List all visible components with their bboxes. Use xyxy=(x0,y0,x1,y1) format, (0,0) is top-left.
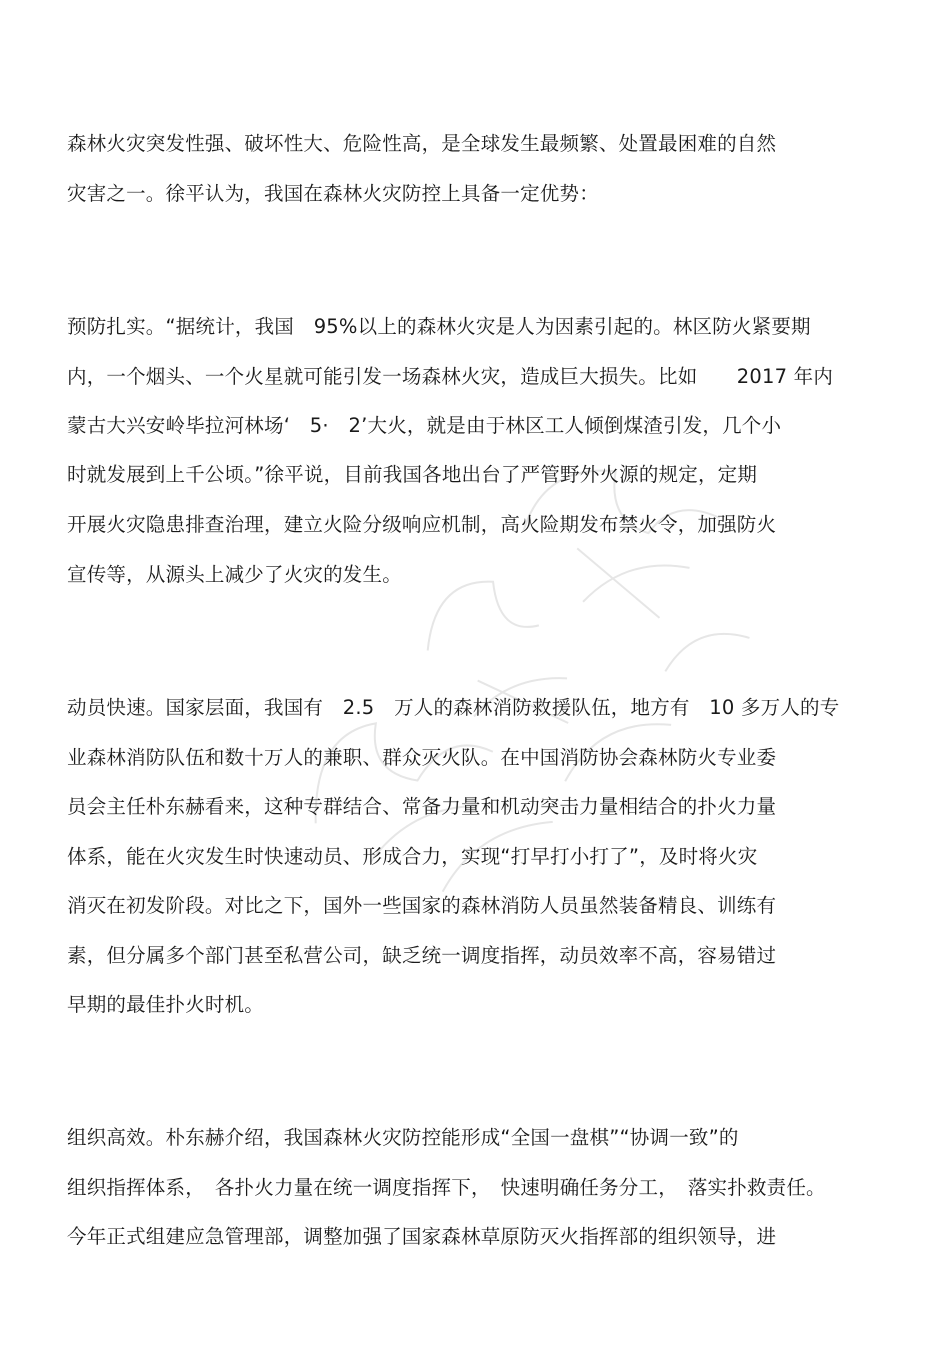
body-text-line: 员会主任朴东赫看来，这种专群结合、常备力量和机动突击力量相结合的扑火力量 xyxy=(67,795,777,818)
body-text-line: 宣传等，从源头上减少了火灾的发生。 xyxy=(67,563,402,586)
body-text-line: 预防扎实。“据统计，我国 95%以上的森林火灾是人为因素引起的。林区防火紧要期 xyxy=(67,315,811,338)
body-text-line: 灾害之一。徐平认为，我国在森林火灾防控上具备一定优势： xyxy=(67,182,599,205)
body-text-line: 今年正式组建应急管理部，调整加强了国家森林草原防灭火指挥部的组织领导，进 xyxy=(67,1225,777,1248)
body-text-line: 内，一个烟头、一个火星就可能引发一场森林火灾，造成巨大损失。比如 2017 年内 xyxy=(67,365,834,388)
body-text-line: 体系，能在火灾发生时快速动员、形成合力，实现“打早打小打了”，及时将火灾 xyxy=(67,845,758,868)
body-text-line: 森林火灾突发性强、破坏性大、危险性高，是全球发生最频繁、处置最困难的自然 xyxy=(67,132,777,155)
body-text-line: 动员快速。国家层面，我国有 2.5 万人的森林消防救援队伍，地方有 10 多万人的专 xyxy=(67,696,840,719)
body-text-line: 组织高效。朴东赫介绍，我国森林火灾防控能形成“全国一盘棋”“协调一致”的 xyxy=(67,1126,739,1149)
body-text-line: 时就发展到上千公顷。”徐平说，目前我国各地出台了严管野外火源的规定，定期 xyxy=(67,463,758,486)
body-text-line: 蒙古大兴安岭毕拉河林场‘ 5· 2’大火，就是由于林区工人倾倒煤渣引发，几个小 xyxy=(67,414,782,437)
body-text-line: 早期的最佳扑火时机。 xyxy=(67,993,265,1016)
body-text-line: 组织指挥体系， 各扑火力量在统一调度指挥下， 快速明确任务分工， 落实扑救责任。 xyxy=(67,1176,826,1199)
body-text-line: 消灭在初发阶段。对比之下，国外一些国家的森林消防人员虽然装备精良、训练有 xyxy=(67,894,777,917)
body-text-line: 素，但分属多个部门甚至私营公司，缺乏统一调度指挥，动员效率不高，容易错过 xyxy=(67,944,777,967)
body-text-line: 业森林消防队伍和数十万人的兼职、群众灭火队。在中国消防协会森林防火专业委 xyxy=(67,746,777,769)
body-text-line: 开展火灾隐患排查治理，建立火险分级响应机制，高火险期发布禁火令，加强防火 xyxy=(67,513,777,536)
